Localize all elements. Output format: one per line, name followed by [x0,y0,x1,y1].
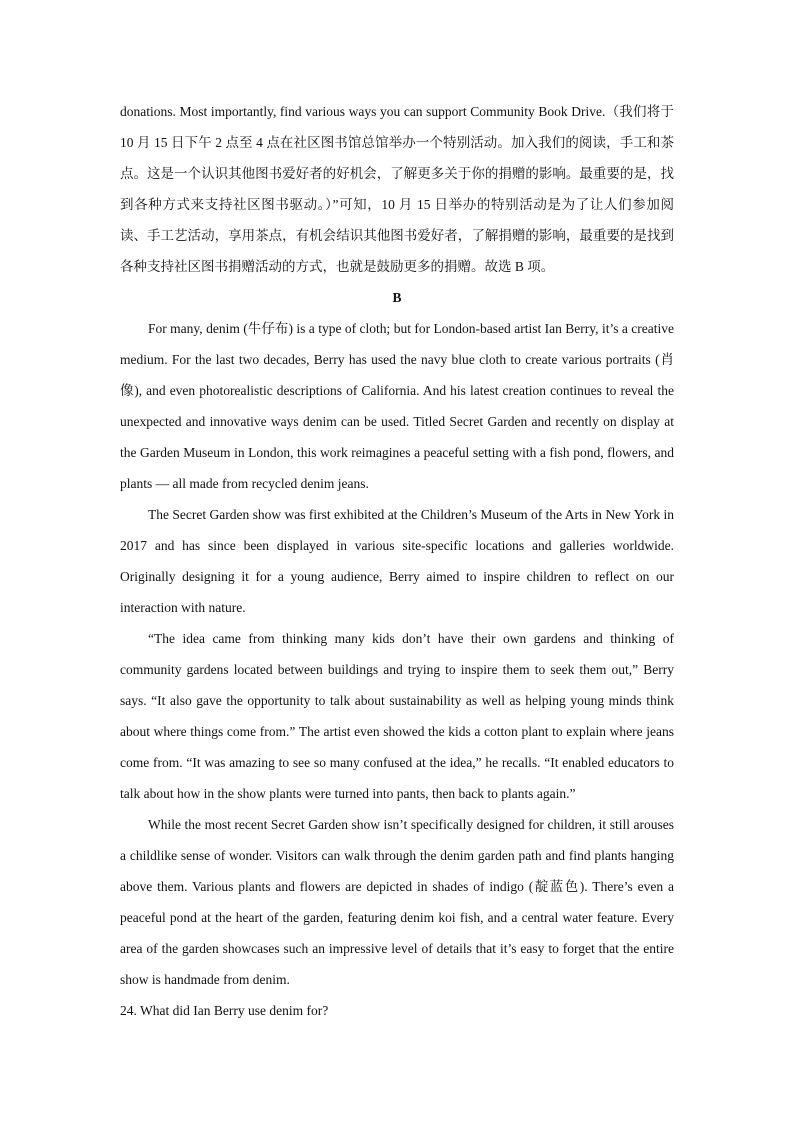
question-24: 24. What did Ian Berry use denim for? [120,1003,329,1018]
passage-paragraph-3: “The idea came from thinking many kids don’t have their own gardens and thinking of community gardens located between buildings and trying to inspire them to seek them out,” Berry says. “It also gave the opportunity to talk about sustainability as well as helping young minds think about where things come from.” The artist even showed the kids a cotton plant to explain where jeans come from. “It was amazing to see so many confused at the idea,” he recalls. “It enabled educators to talk about how in the show plants were turned into pants, then back to plants again.” [120,631,674,801]
passage-paragraph-2: The Secret Garden show was first exhibited at the Children’s Museum of the Arts in New York in 2017 and has since been displayed in various site-specific locations and galleries worldwide. Originally designing it for a young audience, Berry aimed to inspire children to reflect on our interaction with nature. [120,507,674,615]
answer-explanation-paragraph: donations. Most importantly, find various ways you can support Community Book Drive.（我们将于 10 月 15 日下午 2 点至 4 点在社区图书馆总馆举办一个特别活动。加入我们的阅读，手工和茶点。这是一个认识其他图书爱好者的好机会，了解更多关于你的捐赠的影响。最重要的是，找到各种方式来支持社区图书驱动。）”可知，10 月 15 日举办的特别活动是为了让人们参加阅读、手工艺活动，享用茶点，有机会结识其他图书爱好者，了解捐赠的影响，最重要的是找到各种支持社区图书捐赠活动的方式，也就是鼓励更多的捐赠。故选 B 项。 [120,104,674,274]
document-page [120,96,674,1026]
section-label: B [392,290,402,305]
passage-paragraph-4: While the most recent Secret Garden show isn’t specifically designed for children, it still arouses a childlike sense of wonder. Visitors can walk through the denim garden path and find plants hanging above them. Various plants and flowers are depicted in shades of indigo (靛蓝色). There’s even a peaceful pond at the heart of the garden, featuring denim koi fish, and a central water feature. Every area of the garden showcases such an impressive level of details that it’s easy to forget that the entire show is handmade from denim. [120,817,674,987]
passage-paragraph-1: For many, denim (牛仔布) is a type of cloth; but for London-based artist Ian Berry, it’s a creative medium. For the last two decades, Berry has used the navy blue cloth to create various portraits (肖像), and even photorealistic descriptions of California. And his latest creation continues to reveal the unexpected and innovative ways denim can be used. Titled Secret Garden and recently on display at the Garden Museum in London, this work reimagines a peaceful setting with a fish pond, flowers, and plants — all made from recycled denim jeans. [120,321,674,491]
